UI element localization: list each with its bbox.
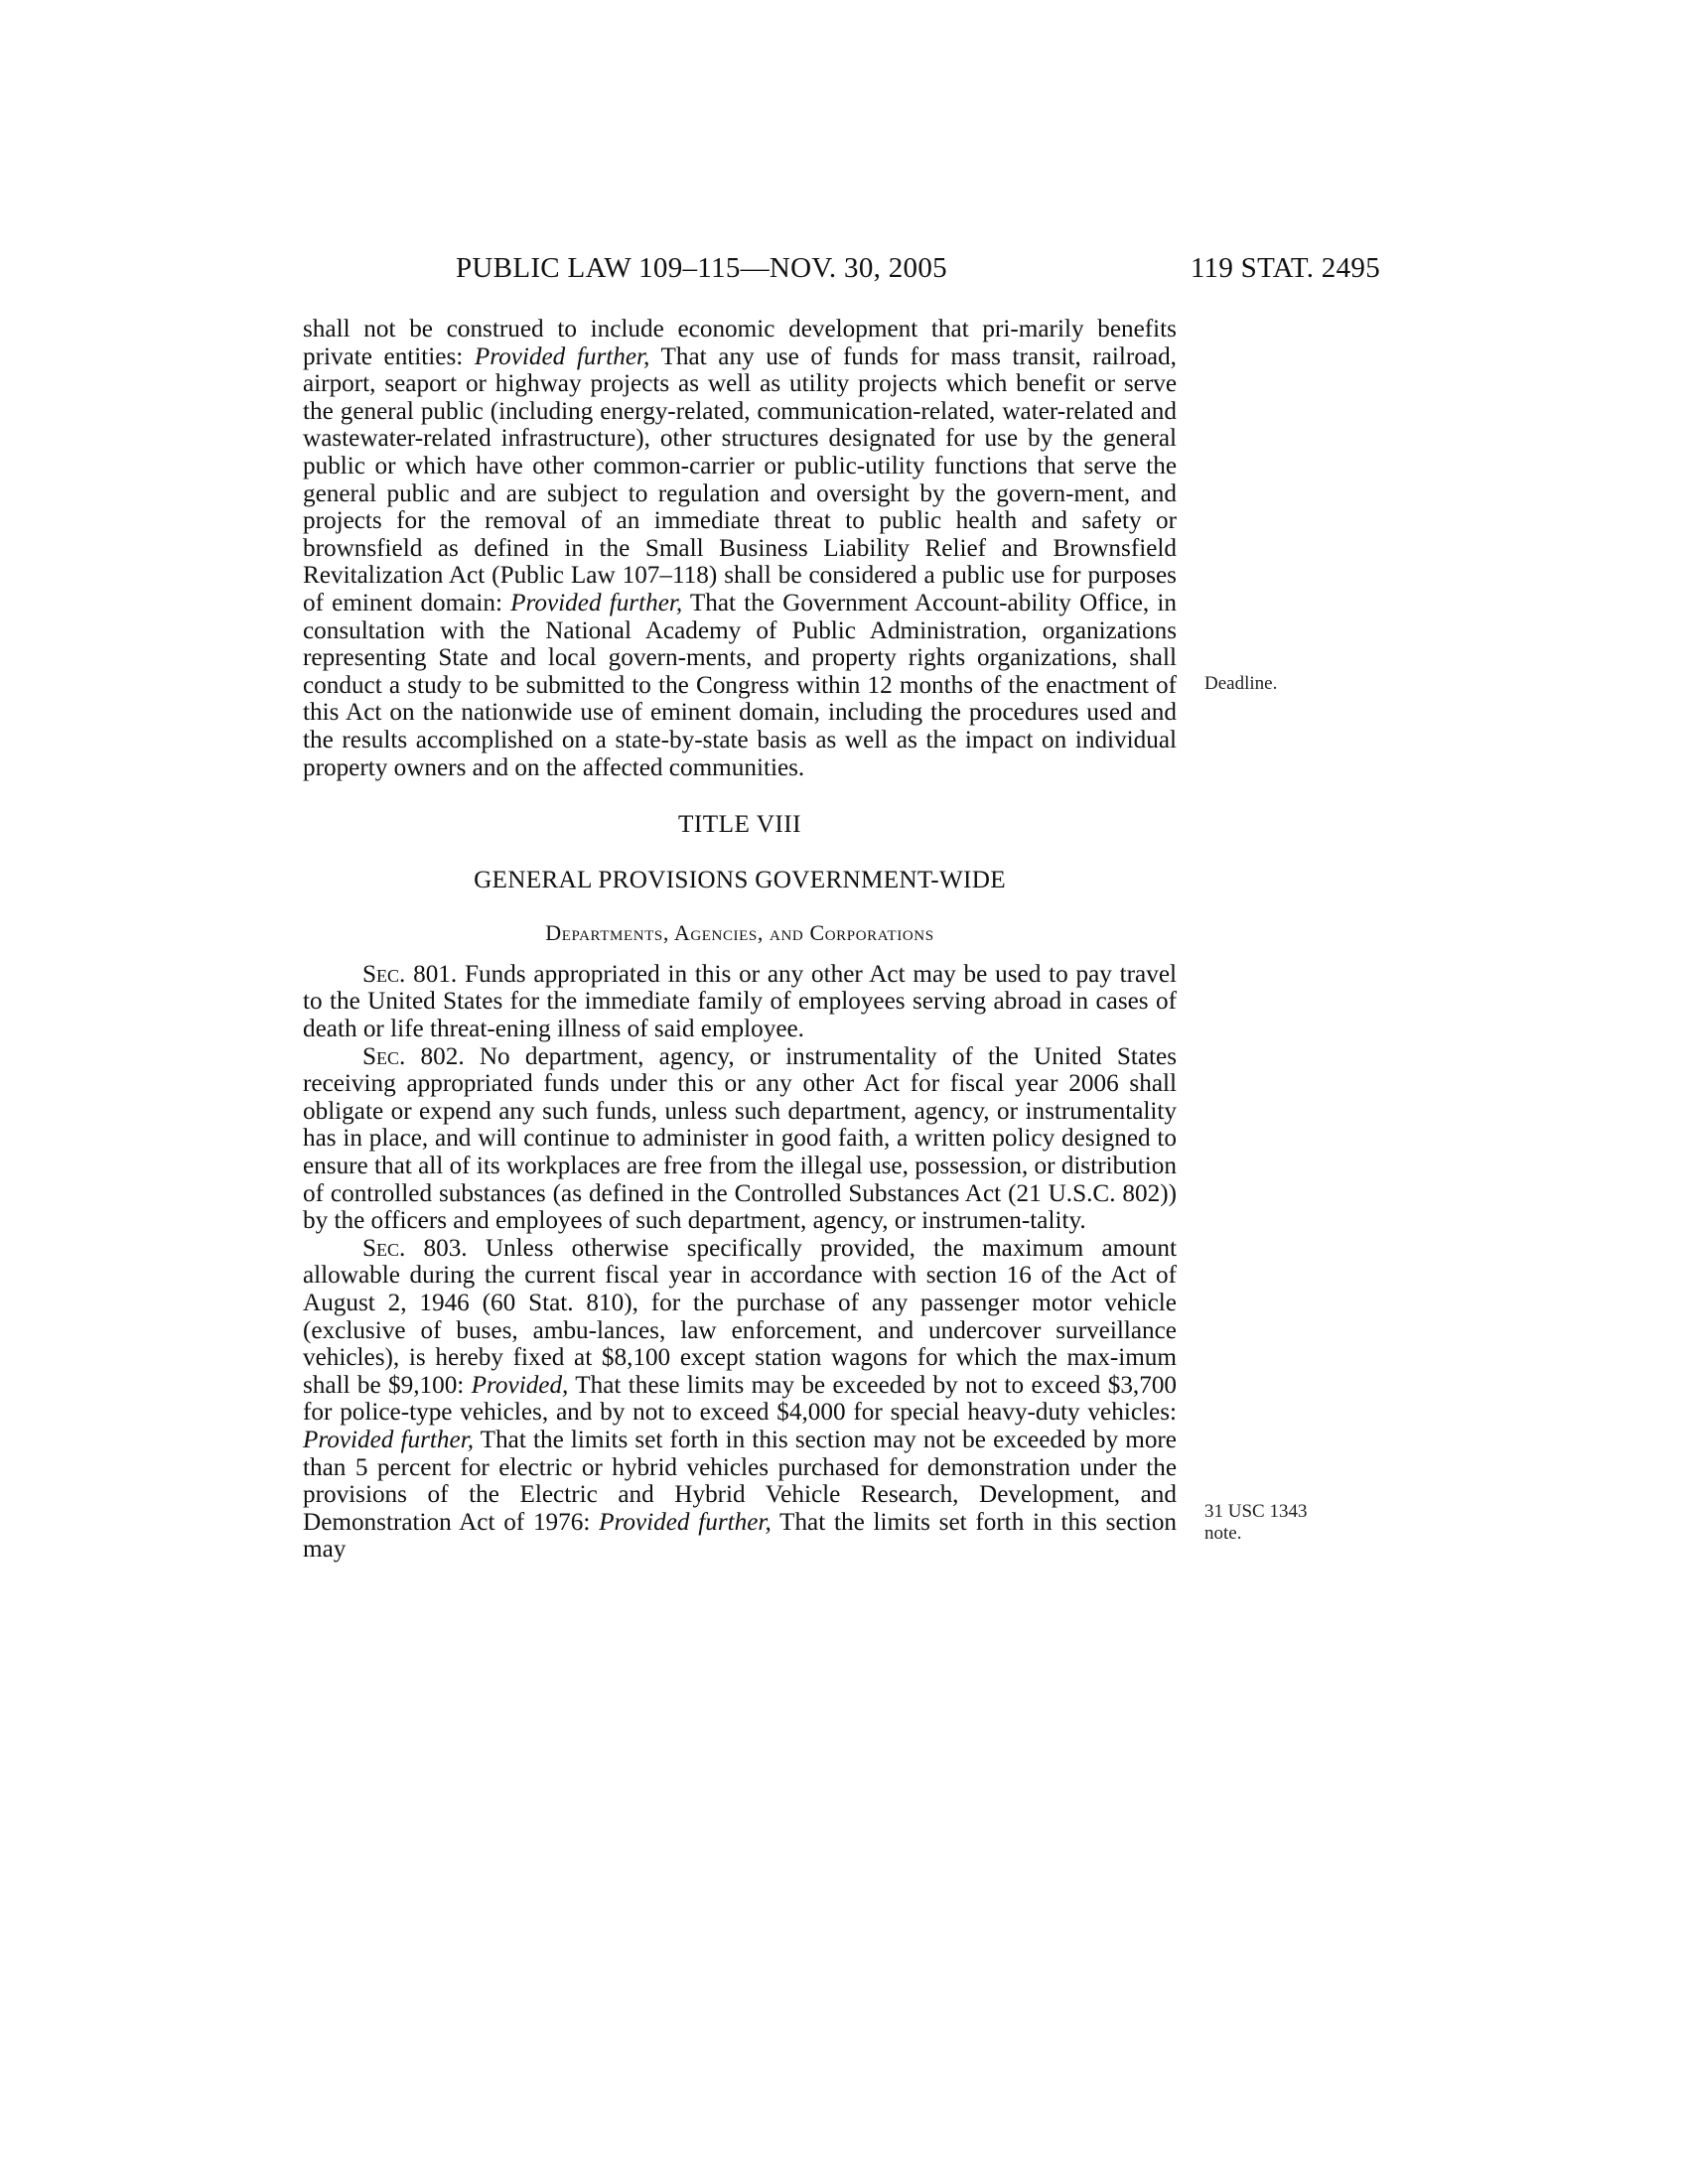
margin-note-usc-line2: note. bbox=[1204, 1523, 1242, 1544]
text-run: That the limits set forth in this section may bbox=[303, 1508, 1178, 1564]
text-run: . 802. No department, agency, or instrumentality of the United States receiving appropriated funds under this or any other Act for fiscal year 2006 shall obligate or expend any such funds, unless such department, agency, or instrumentality has in place, and will continue to administer in good faith, a written policy designed to ensure that all of its workplaces are free from the illegal use, possession, or distribution of controlled substances (as defined in the Controlled Substances Act (21 U.S.C. 802)) by the officers and employees of such department, agency, or instrumen-tality. bbox=[303, 1042, 1177, 1235]
italic-provided-further: Provided further, bbox=[474, 342, 650, 370]
page-header bbox=[298, 252, 1380, 292]
text-run: That these limits may be exceeded by not to exceed $3,700 for police-type vehicles, and by not to exceed $4,000 for special heavy-duty vehicles: bbox=[303, 1371, 1178, 1427]
text-run: That any use of funds for mass transit, railroad, airport, seaport or highway projects as well as utility projects which benefit or serve the general public (including energy-related, communication-related, water-related and wastewater-related infrastructure), other structures designated for use by the general public or which have other common-carrier or public-utility functions that serve the general public and are subject to regulation and oversight by the govern-ment, and projects for the removal of an immediate threat to public health and safety or brownsfield as defined in the Small Business Liability Relief and Brownsfield Revitalization Act (Public Law 107–118) shall be considered a public use for purposes of eminent domain: bbox=[303, 342, 1177, 616]
text-run: shall not be construed to include economic development that pri-marily benefits private entities: bbox=[303, 316, 1177, 370]
section-801 bbox=[303, 961, 1177, 1043]
text-run: . 801. Funds appropriated in this or any other Act may be used to pay travel to the United States for the immediate family of employees serving abroad in cases of death or life threat-ening illness of said employee. bbox=[303, 960, 1177, 1043]
margin-note-usc bbox=[1204, 1501, 1307, 1545]
italic-provided-further: Provided further, bbox=[599, 1508, 772, 1536]
margin-note-deadline: Deadline. bbox=[1204, 673, 1278, 694]
italic-provided-further: Provided further, bbox=[303, 1426, 474, 1453]
section-803 bbox=[303, 1235, 1177, 1564]
running-title: PUBLIC LAW 109–115—NOV. 30, 2005 bbox=[456, 252, 947, 284]
statute-page-number: 119 STAT. 2495 bbox=[1190, 252, 1380, 284]
title-heading: TITLE VIII bbox=[677, 811, 802, 839]
section-label: Sec bbox=[362, 1234, 400, 1262]
text-run: That the Government Account-ability Office, in consultation with the National Academy of Public Administration, organizations representing State and local govern-ments, and property rights organizations, shall conduct a study to be submitted to the Congress within 12 months of the enactment of this Act on the nationwide use of eminent domain, including the procedures used and the results accomplished on a state-by-state basis as well as the impact on individual property owners and on the affected communities. bbox=[303, 589, 1177, 781]
title-subject-heading: GENERAL PROVISIONS GOVERNMENT-WIDE bbox=[474, 866, 1006, 893]
section-802 bbox=[303, 1043, 1177, 1235]
text-run: That the limits set forth in this section may not be exceeded by more than 5 percent for electric or hybrid vehicles purchased for demonstration under the provisions of the Electric and Hybrid Vehicle Research, Development, and Demonstration Act of 1976: bbox=[303, 1426, 1177, 1536]
italic-provided-further: Provided further, bbox=[510, 589, 683, 616]
paragraph-eminent-domain bbox=[303, 316, 1177, 781]
main-text bbox=[303, 316, 1177, 1564]
margin-note-usc-line1: 31 USC 1343 bbox=[1204, 1501, 1308, 1522]
text-run: . 803. Unless otherwise specifically provided, the maximum amount allowable during the current fiscal year in accordance with section 16 of the Act of August 2, 1946 (60 Stat. 810), for the purchase of any passenger motor vehicle (exclusive of buses, ambu-lances, law enforcement, and undercover surveillance vehicles), is hereby fixed at $8,100 except station wagons for which the max-imum shall be $9,100: bbox=[303, 1234, 1177, 1399]
italic-provided: Provided, bbox=[471, 1371, 569, 1399]
section-group-heading: Departments, Agencies, and Corporations bbox=[545, 920, 934, 946]
section-label: Sec bbox=[362, 960, 400, 988]
section-label: Sec bbox=[362, 1042, 400, 1070]
